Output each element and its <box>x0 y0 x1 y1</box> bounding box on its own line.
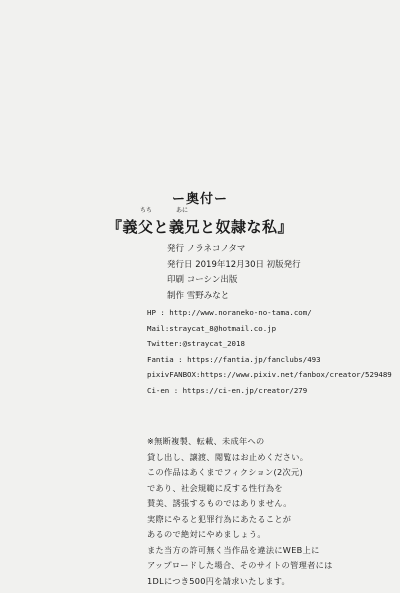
printer-label: 印刷 <box>167 275 185 285</box>
link-label-twitter: Twitter <box>147 339 179 349</box>
colophon-heading: ー奥付ー <box>171 192 228 207</box>
title-ruby-ani: あに <box>176 207 189 214</box>
printer-value: コーシン出版 <box>186 275 238 285</box>
link-value-cien[interactable]: https://ci-en.jp/creator/279 <box>182 385 308 395</box>
link-row-mail: Mail:straycat_8@hotmail.co.jp <box>147 323 277 333</box>
notice-line: 実際にやると犯罪行為にあたることが <box>147 513 292 524</box>
notice-line: 貸し出し、譲渡、閲覧はお止めください。 <box>147 451 309 462</box>
notice-line: また当方の許可無く当作品を違法にWEB上に <box>147 544 320 555</box>
printer-row <box>167 273 301 289</box>
link-label-hp: HP <box>147 308 156 317</box>
legal-notice <box>147 434 333 589</box>
notice-line: 1DLにつき500円を請求いたします。 <box>147 575 291 586</box>
link-label-cien: Ci-en <box>147 385 170 395</box>
link-label-mail: Mail <box>147 323 165 333</box>
book-title: 『義父と義兄と奴隷な私』 <box>106 218 293 236</box>
notice-line: あるので絶対にやめましょう。 <box>147 529 266 539</box>
link-value-mail[interactable]: straycat_8@hotmail.co.jp <box>169 323 277 333</box>
notice-line: 賛美、誘張するものではありません。 <box>147 498 292 508</box>
notice-line: ※無断複製、転載、未成年への <box>147 436 265 446</box>
publish-date-value: 2019年12月30日 初版発行 <box>195 259 301 270</box>
notice-line: であり、社会規範に反する性行為を <box>147 482 283 493</box>
notice-line: この作品はあくまでフィクション(2次元) <box>147 467 303 477</box>
link-row-hp: HP : http://www.noraneko-no-tama.com/ <box>147 308 312 317</box>
publish-date-label: 発行日 <box>167 259 193 270</box>
publish-date-row <box>167 258 301 274</box>
title-ruby-chichi: ちち <box>140 207 153 214</box>
link-label-fantia: Fantia <box>147 354 174 364</box>
publisher-value: ノラネコノタマ <box>186 244 246 254</box>
link-row-twitter: Twitter:@straycat_2018 <box>147 339 245 349</box>
link-value-fantia[interactable]: https://fantia.jp/fanclubs/493 <box>187 354 321 364</box>
link-row-cien: Ci-en : https://ci-en.jp/creator/279 <box>147 385 308 395</box>
link-value-fanbox[interactable]: https://www.pixiv.net/fanbox/creator/529489 <box>200 370 392 380</box>
link-label-fanbox: pixivFANBOX <box>147 370 196 380</box>
publication-info <box>167 242 301 304</box>
author-label: 制作 <box>167 290 185 301</box>
author-row <box>167 289 301 305</box>
notice-line: アップロードした場合、そのサイトの管理者には <box>147 560 333 570</box>
publisher-label: 発行 <box>167 244 185 254</box>
contact-links <box>147 305 392 399</box>
link-row-fantia: Fantia : https://fantia.jp/fanclubs/493 <box>147 354 321 364</box>
link-value-twitter[interactable]: @straycat_2018 <box>182 339 245 349</box>
publisher-row <box>167 242 301 258</box>
link-row-fanbox: pixivFANBOX:https://www.pixiv.net/fanbox/creator/529489 <box>147 370 392 380</box>
author-value: 雪野みなと <box>186 290 230 301</box>
link-value-hp[interactable]: http://www.noraneko-no-tama.com/ <box>169 308 312 317</box>
